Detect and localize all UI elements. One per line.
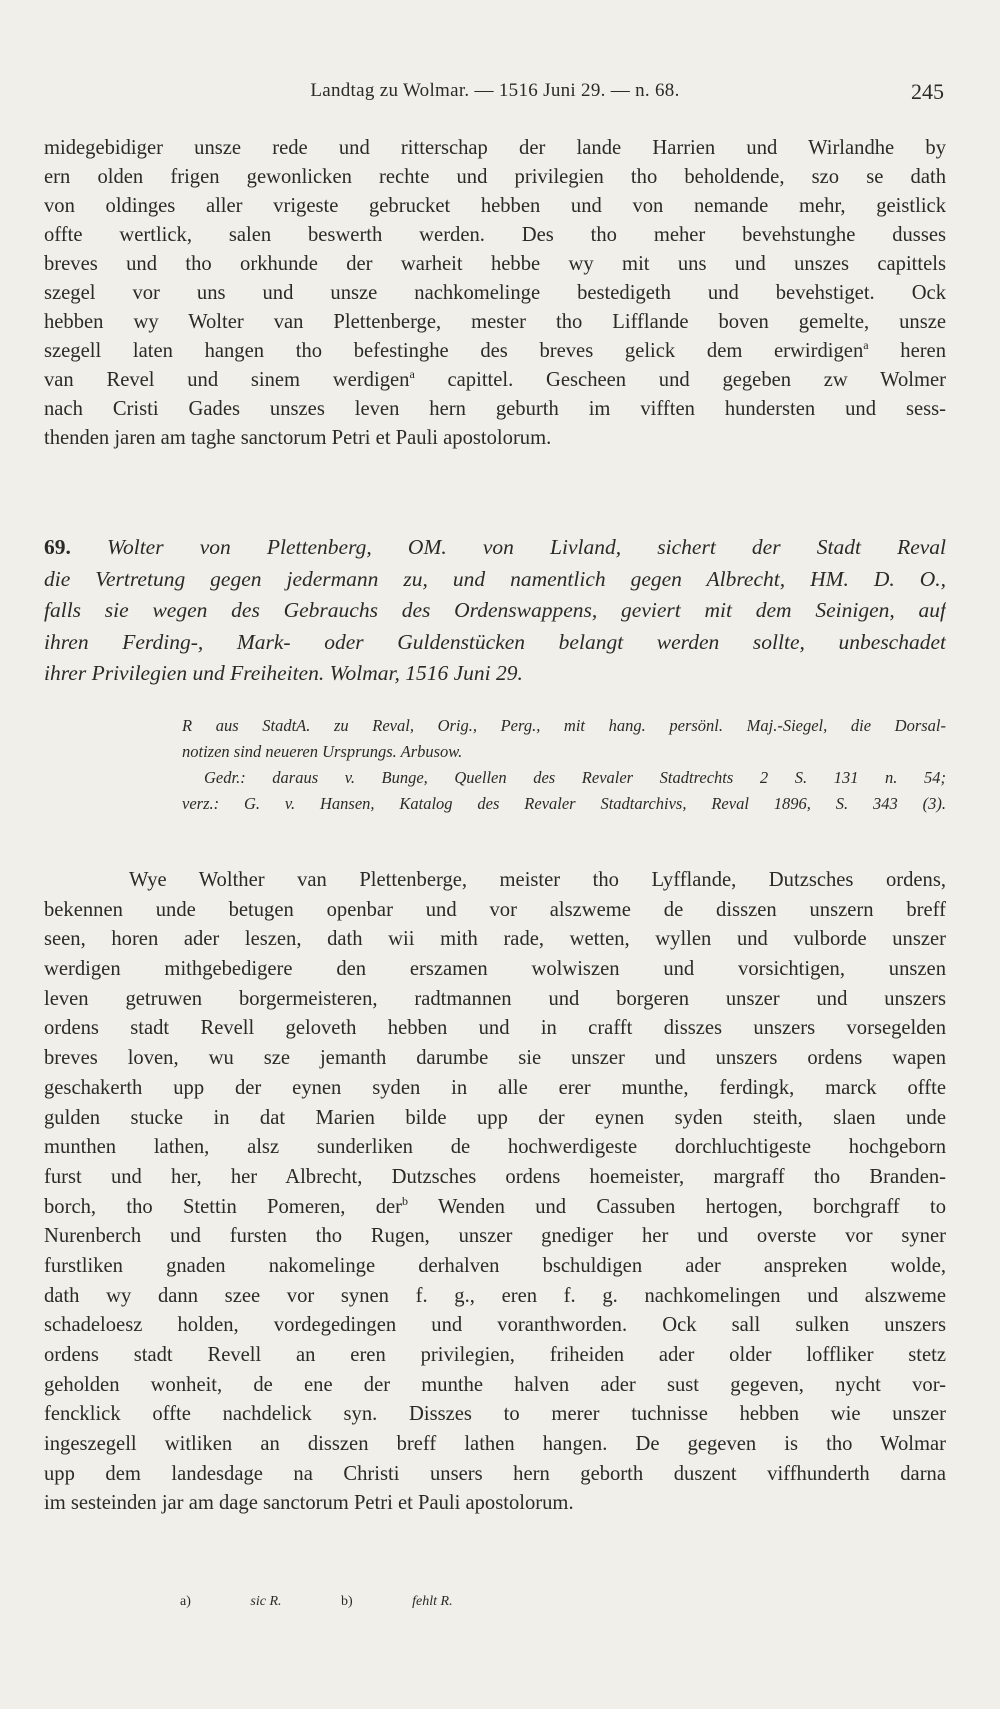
regest-line: 69. Wolter von Plettenberg, OM. von Livland, sichert der Stadt Reval (44, 535, 946, 559)
text-line: Nurenberch und fursten tho Rugen, unszer gnediger her und overste vor syner (44, 1225, 946, 1248)
text-line: von oldinges aller vrigeste gebrucket hebben und von nemande mehr, geistlick (44, 195, 946, 217)
text-line: leven getruwen borgermeisteren, radtmannen und borgeren unszer und unszers (44, 987, 946, 1010)
regest-line: ihren Ferding-, Mark- oder Guldenstücken belangt werden sollte, unbeschadet (44, 629, 946, 654)
text-line: ordens stadt Revell an eren privilegien, friheiden ader older loffliker stetz (44, 1344, 946, 1366)
text-line: van Revel und sinem werdigen$^a$ capittel. Gescheen und gegeben zw Wolmer (44, 367, 946, 391)
text-line: im sesteinden jar am dage sanctorum Petri et Pauli apostolorum. (44, 1492, 574, 1515)
text-line: hebben wy Wolter van Plettenberge, mester tho Lifflande boven gemelte, unsze (44, 311, 946, 333)
text-line: ern olden frigen gewonlicken rechte und privilegien tho beholdende, szo se dath (44, 166, 946, 188)
text-line: ordens stadt Revell geloveth hebben und in crafft disszes unszers vorsegelden (44, 1017, 946, 1040)
footnotes (180, 1594, 509, 1610)
text-line: bekennen unde betugen openbar und vor alszweme de disszen unszern breff (44, 898, 946, 921)
text-line: Wye Wolther van Plettenberge, meister tho Lyfflande, Dutzsches ordens, (129, 869, 946, 891)
text-line: seen, horen ader leszen, dath wii mith rade, wetten, wyllen und vulborde unszer (44, 928, 946, 951)
text-line: werdigen mithgebedigere den erszamen wolwiszen und vorsichtigen, unszen (44, 958, 946, 981)
running-title: Landtag zu Wolmar. — 1516 Juni 29. — n. 68. (310, 80, 680, 101)
footnote-b: b) fehlt R. (341, 1594, 453, 1609)
text-line: furstliken gnaden nakomelinge derhalven bschuldigen ader anspreken wolde, (44, 1254, 946, 1277)
text-line: szegell laten hangen tho befestinghe des breves gelick dem erwirdigen$^a$ heren (44, 338, 946, 362)
source-apparatus (44, 713, 946, 817)
text-line: schadeloesz holden, vordegedingen und voranthworden. Ock sall sulken unszers (44, 1314, 946, 1337)
source-line: verz.: G. v. Hansen, Katalog des Revaler Stadtarchivs, Reval 1896, S. 343 (3). (182, 794, 946, 813)
text-line: dath wy dann szee vor synen f. g., eren f. g. nachkomelingen und alszweme (44, 1284, 946, 1307)
text-line: geholden wonheit, de ene der munthe halven ader sust gegeven, nycht vor- (44, 1373, 946, 1396)
text-line: gulden stucke in dat Marien bilde upp der eynen syden steith, slaen unde (44, 1106, 946, 1129)
footnote-ref-a: a (863, 338, 869, 353)
text-line: breves loven, wu sze jemanth darumbe sie unszer und unszers ordens wapen (44, 1047, 946, 1070)
regest-line: falls sie wegen des Gebrauchs des Ordenswappens, geviert mit dem Seinigen, auf (44, 598, 946, 623)
source-line: R aus StadtA. zu Reval, Orig., Perg., mit hang. persönl. Maj.-Siegel, die Dorsal- (182, 716, 946, 735)
footnote-ref-b: b (402, 1193, 408, 1208)
footnote-ref-a: a (409, 367, 415, 382)
text-line: szegel vor uns und unsze nachkomelinge bestedigeth und bevehstiget. Ock (44, 282, 946, 304)
text-line: upp dem landesdage na Christi unsers hern geborth duszent viffhunderth darna (44, 1462, 946, 1485)
footnote-a: a) sic R. (180, 1594, 282, 1609)
text-line: ingeszegell witliken an disszen breff lathen hangen. De gegeven is tho Wolmar (44, 1433, 946, 1456)
running-head (44, 76, 946, 108)
text-line: fencklick offte nachdelick syn. Disszes to merer tuchnisse hebben wie unszer (44, 1403, 946, 1426)
document-regest (44, 532, 946, 690)
text-line: geschakerth upp der eynen syden in alle erer munthe, ferdingk, marck offte (44, 1076, 946, 1099)
source-line: Gedr.: daraus v. Bunge, Quellen des Revaler Stadtrechts 2 S. 131 n. 54; (204, 768, 946, 787)
text-line: thenden jaren am taghe sanctorum Petri et Pauli apostolorum. (44, 427, 552, 449)
text-line: borch, tho Stettin Pomeren, der$^b$ Wenden und Cassuben hertogen, borchgraff to (44, 1193, 946, 1218)
page-number: 245 (911, 79, 944, 104)
regest-line: die Vertretung gegen jedermann zu, und namentlich gegen Albrecht, HM. D. O., (44, 566, 946, 591)
text-line: munthen lathen, alsz sunderliken de hochwerdigeste dorchluchtigeste hochgeborn (44, 1136, 946, 1159)
regest-line: ihrer Privilegien und Freiheiten. Wolmar, 1516 Juni 29. (44, 661, 523, 686)
text-line: midegebidiger unsze rede und ritterschap der lande Harrien und Wirlandhe by (44, 137, 946, 159)
text-line: breves und tho orkhunde der warheit hebbe wy mit uns und unszes capittels (44, 253, 946, 275)
document-text (44, 866, 946, 1519)
continuation-paragraph (44, 134, 946, 453)
text-line: nach Cristi Gades unszes leven hern geburth im vifften hundersten und sess- (44, 398, 946, 420)
source-line: notizen sind neueren Ursprungs. Arbusow. (182, 742, 463, 761)
document-number: 69. (44, 535, 71, 559)
text-line: furst und her, her Albrecht, Dutzsches ordens hoemeister, margraff tho Branden- (44, 1165, 946, 1188)
text-line: offte wertlick, salen beswerth werden. Des tho meher bevehstunghe dusses (44, 224, 946, 246)
